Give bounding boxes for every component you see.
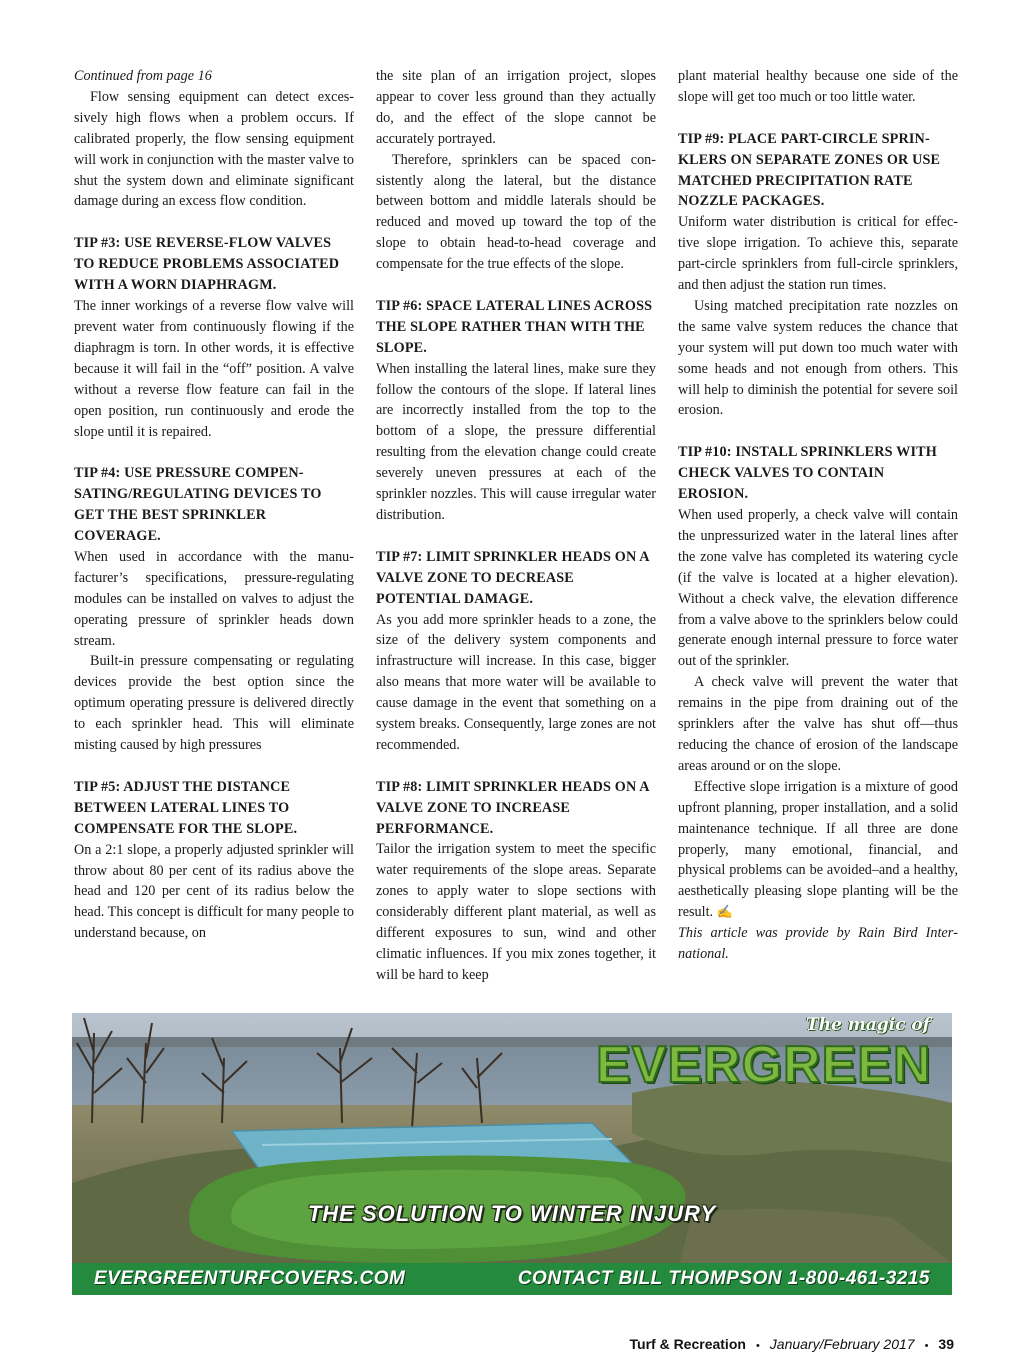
tree-icon	[77, 1018, 502, 1128]
tip-heading: TIP #7: LIMIT SPRINKLER HEADS ON A VALVE ZONE TO DECREASE POTENTIAL DAMAGE.	[376, 548, 649, 607]
paragraph: On a 2:1 slope, a properly adjusted sprinkler will throw about 80 per cent of its radius above the head and 120 per cent of its radius below the head. This concept is difficult for many people to understand because, on	[74, 841, 354, 942]
ad-website-link[interactable]: EVERGREENTURFCOVERS.COM	[94, 1268, 406, 1289]
paragraph: the site plan of an irrigation project, slopes appear to cover less ground than they actually do, and the effect of the slope cannot be accurately portrayed.	[376, 68, 656, 147]
paragraph: Tailor the irrigation system to meet the specific water requirements of the slope areas. Separate zones to apply water to slope sections with considerably different plant material, as well as different exposures to sun, wind and other climatic influences. If you mix zones together, it will be hard to keep	[376, 841, 656, 983]
tip-heading: TIP #8: LIMIT SPRINKLER HEADS ON A VALVE ZONE TO INCREASE PERFORMANCE.	[376, 778, 649, 837]
logo-tagline: The magic of	[805, 1015, 930, 1035]
issue-date: January/February 2017	[769, 1336, 915, 1352]
tip-heading: TIP #3: USE REVERSE-FLOW VALVES TO REDUCE PROBLEMS ASSOCIATED WITH A WORN DIAPHRAGM.	[74, 235, 340, 294]
article-columns	[74, 66, 958, 996]
ad-headline: THE SOLUTION TO WINTER INJURY	[307, 1201, 717, 1226]
paragraph: A check valve will prevent the water that remains in the pipe from draining out of the sprinklers after the valve has shut off—thus reducing the chance of erosion of the landscape areas around or on the slope.	[678, 674, 958, 774]
publication-name: Turf & Recreation	[629, 1336, 746, 1352]
column-1	[74, 66, 354, 996]
closing-text: Effective slope irrigation is a mixture of good upfront planning, proper installation, and a solid maintenance technique. If all three are done properly, many emotional, financial, and physical problems can be avoided–and a healthy, aesthetically pleasing slope planting will be the result.	[678, 778, 958, 921]
separator: •	[924, 1340, 929, 1352]
page-number: 39	[938, 1336, 954, 1352]
tip-heading: TIP #6: SPACE LATERAL LINES ACROSS THE SLOPE RATHER THAN WITH THE SLOPE.	[376, 297, 653, 356]
end-mark-icon: ✍	[716, 904, 733, 920]
paragraph: The inner workings of a reverse flow valve will prevent water from continuously flowing if the diaphragm is torn. In other words, it is effective because it will fail in the “off” position. A valve without a reverse flow feature can fail in the open position, run continuously and erode the slope until it is repaired.	[74, 298, 354, 440]
separator: •	[755, 1340, 760, 1352]
column-2	[376, 66, 656, 996]
paragraph: Using matched precipitation rate nozzles on the same valve system reduces the chance that your system will put down too much water with some heads and not enough from others. This will help to diminish the potential for severe soil erosion.	[678, 297, 958, 419]
paragraph: When used properly, a check valve will contain the unpressurized water in the lateral lines after the zone valve has completed its watering cycle (if the valve is located at a higher elevation). Without a check valve, the elevation difference from a valve above to the sprinklers below could generate enough internal pressure to force water out of the sprinkler.	[678, 507, 958, 670]
closing-paragraph	[678, 777, 958, 923]
page-footer	[630, 1336, 955, 1352]
evergreen-logo	[582, 1015, 948, 1101]
paragraph: When used in accordance with the manufacturer’s specifications, pressure-regulating modules can be installed on valves to adjust the operating pressure of sprinkler heads down stream.	[74, 548, 354, 649]
paragraph: Therefore, sprinklers can be spaced consistently along the lateral, but the distance between bottom and middle laterals should be reduced and moved up toward the top of the slope to obtain head-to-head coverage and compensate for the true effects of the slope.	[376, 151, 656, 273]
paragraph: Uniform water distribution is critical for effective slope irrigation. To achieve this, separate part-circle sprinklers from full-circle sprinklers, and then adjust the station run times.	[678, 214, 958, 294]
tip-heading: TIP #4: USE PRESSURE COMPENSATING/REGULATING DEVICES TO GET THE BEST SPRINKLER COVERAGE.	[74, 465, 322, 545]
tip-heading: TIP #10: INSTALL SPRINKLERS WITH CHECK VALVES TO CONTAIN EROSION.	[678, 444, 937, 503]
paragraph: plant material healthy because one side of the slope will get too much or too little water.	[678, 68, 958, 105]
evergreen-advertisement[interactable]	[72, 1013, 952, 1295]
tip-heading: TIP #5: ADJUST THE DISTANCE BETWEEN LATERAL LINES TO COMPENSATE FOR THE SLOPE.	[74, 778, 298, 837]
logo-wordmark: EVERGREEN	[596, 1036, 932, 1094]
tip-heading: TIP #9: PLACE PART-CIRCLE SPRINKLERS ON SEPARATE ZONES OR USE MATCHED PRECIPITATION RATE NOZZLE PACKAGES.	[678, 130, 941, 210]
ad-contact-bar	[72, 1263, 952, 1295]
continued-note: Continued from page 16	[74, 68, 212, 84]
paragraph: Built-in pressure compensating or regulating devices provide the best option since the optimum operating pressure is delivered directly to each sprinkler head. This will eliminate misting caused by high pressures	[74, 653, 354, 754]
column-3	[678, 66, 958, 996]
paragraph: Flow sensing equipment can detect excessively high flows when a problem occurs. If calibrated properly, the flow sensing equipment will work in conjunction with the master valve to shut the system down and eliminate significant damage during an excess flow condition.	[74, 88, 354, 210]
ad-contact-phone[interactable]: CONTACT BILL THOMPSON 1-800-461-3215	[517, 1268, 930, 1289]
paragraph: When installing the lateral lines, make sure they follow the contours of the slope. If lateral lines are incorrectly installed from the top to the bottom of a slope, the pressure differential resulting from the elevation change could create severely uneven pressures at each of the sprinkler nozzles. This will cause irregular water distribution.	[376, 360, 656, 524]
article-credit: This article was provide by Rain Bird International.	[678, 925, 958, 963]
paragraph: As you add more sprinkler heads to a zone, the size of the delivery system components and infrastructure will increase. In this case, bigger also means that more water will be available to cause damage in the event that something on a system breaks. Consequently, large zones are not recommended.	[376, 611, 656, 753]
